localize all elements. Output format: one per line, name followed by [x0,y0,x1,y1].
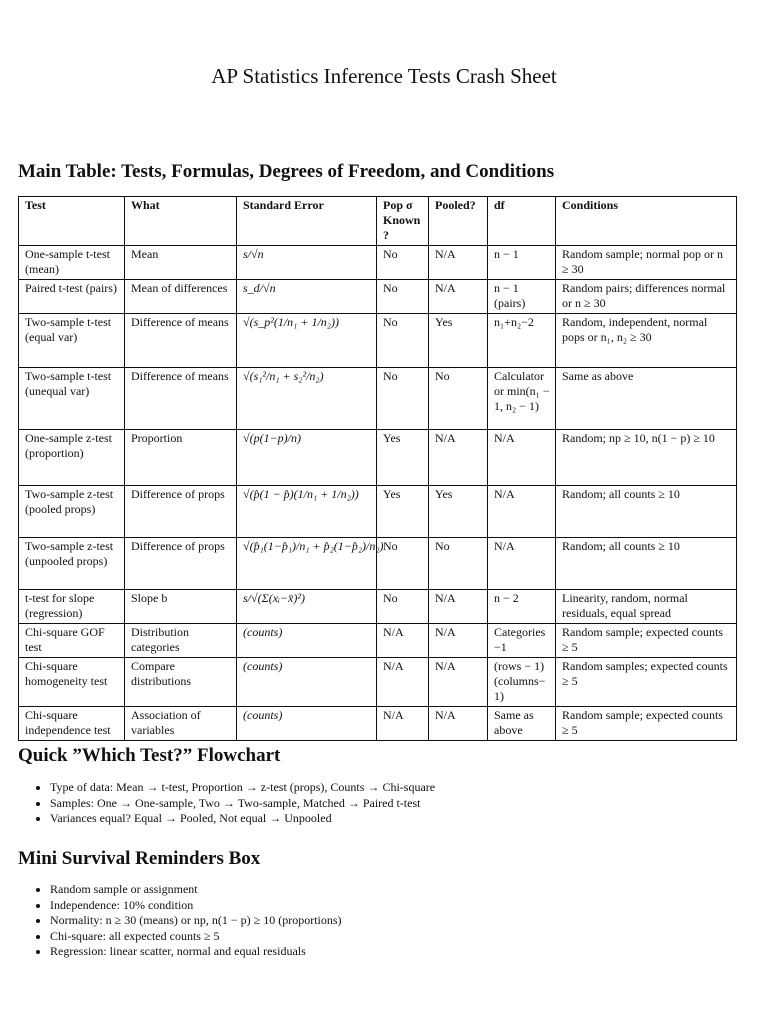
standard-error-cell: √(s_p²(1/n₁ + 1/n₂)) [237,314,377,368]
what-cell: Mean of differences [125,280,237,314]
df-cell: n₁+n₂−2 [488,314,556,368]
standard-error-cell: √(s₁²/n₁ + s₂²/n₂) [237,368,377,430]
pooled-cell: No [429,368,488,430]
pop-sigma-known-cell: No [377,280,429,314]
pop-sigma-known-cell: No [377,538,429,590]
table-row [19,430,737,486]
test-name-cell: Chi-square homogeneity test [19,658,125,707]
pooled-cell: Yes [429,314,488,368]
df-cell: n − 1 [488,246,556,280]
conditions-cell: Random; all counts ≥ 10 [556,486,737,538]
standard-error-cell: √(p(1−p)/n) [237,430,377,486]
list-item: • Chi-square: all expected counts ≥ 5 [50,929,342,945]
conditions-cell: Random; all counts ≥ 10 [556,538,737,590]
pop-sigma-known-cell: Yes [377,430,429,486]
standard-error-cell: (counts) [237,624,377,658]
test-name-cell: Two-sample t-test (unequal var) [19,368,125,430]
table-row [19,538,737,590]
what-cell: Difference of means [125,368,237,430]
df-cell: Same as above [488,707,556,741]
df-cell: (rows − 1)(columns−1) [488,658,556,707]
list-item: • Variances equal? Equal → Pooled, Not equal → Unpooled [50,811,435,827]
standard-error-cell: s_d/√n [237,280,377,314]
table-row [19,658,737,707]
table-row [19,314,737,368]
df-cell: N/A [488,430,556,486]
table-row [19,280,737,314]
conditions-cell: Random, independent, normal pops or n₁, n₂ ≥ 30 [556,314,737,368]
column-header: df [488,197,556,246]
list-item: • Regression: linear scatter, normal and equal residuals [50,944,342,960]
main-table-heading: Main Table: Tests, Formulas, Degrees of Freedom, and Conditions [18,161,555,182]
pop-sigma-known-cell: No [377,246,429,280]
conditions-cell: Random; np ≥ 10, n(1 − p) ≥ 10 [556,430,737,486]
column-header: Test [19,197,125,246]
column-header: Pooled? [429,197,488,246]
test-name-cell: Two-sample z-test (unpooled props) [19,538,125,590]
standard-error-cell: (counts) [237,707,377,741]
pooled-cell: N/A [429,246,488,280]
standard-error-cell: s/√n [237,246,377,280]
test-name-cell: Paired t-test (pairs) [19,280,125,314]
conditions-cell: Random pairs; differences normal or n ≥ 30 [556,280,737,314]
conditions-cell: Linearity, random, normal residuals, equal spread [556,590,737,624]
list-item: • Independence: 10% condition [50,898,342,914]
list-item: • Random sample or assignment [50,882,342,898]
pop-sigma-known-cell: N/A [377,658,429,707]
list-item: • Normality: n ≥ 30 (means) or np, n(1 − p) ≥ 10 (proportions) [50,913,342,929]
conditions-cell: Random sample; expected counts ≥ 5 [556,707,737,741]
standard-error-cell: (counts) [237,658,377,707]
test-name-cell: One-sample z-test (proportion) [19,430,125,486]
table-row [19,368,737,430]
conditions-cell: Same as above [556,368,737,430]
pooled-cell: N/A [429,707,488,741]
pooled-cell: N/A [429,658,488,707]
pop-sigma-known-cell: N/A [377,707,429,741]
what-cell: Slope b [125,590,237,624]
pop-sigma-known-cell: No [377,314,429,368]
standard-error-cell: √(p̂₁(1−p̂₁)/n₁ + p̂₂(1−p̂₂)/n₂) [237,538,377,590]
standard-error-cell: s/√(Σ(xᵢ−x̄)²) [237,590,377,624]
conditions-cell: Random samples; expected counts ≥ 5 [556,658,737,707]
pop-sigma-known-cell: N/A [377,624,429,658]
what-cell: Difference of means [125,314,237,368]
document-title: AP Statistics Inference Tests Crash Sheet [211,64,557,88]
test-name-cell: Chi-square GOF test [19,624,125,658]
test-name-cell: One-sample t-test (mean) [19,246,125,280]
table-row [19,624,737,658]
df-cell: n − 2 [488,590,556,624]
what-cell: Association of variables [125,707,237,741]
pooled-cell: N/A [429,430,488,486]
standard-error-cell: √(p̂(1 − p̂)(1/n₁ + 1/n₂)) [237,486,377,538]
table-row [19,707,737,741]
column-header: Standard Error [237,197,377,246]
df-cell: Calculator or min(n₁ − 1, n₂ − 1) [488,368,556,430]
pooled-cell: N/A [429,624,488,658]
df-cell: N/A [488,486,556,538]
pop-sigma-known-cell: No [377,590,429,624]
column-header: What [125,197,237,246]
column-header: Pop σ Known? [377,197,429,246]
reminders-list [30,882,342,960]
conditions-cell: Random sample; expected counts ≥ 5 [556,624,737,658]
flowchart-heading: Quick ”Which Test?” Flowchart [18,745,281,766]
what-cell: Distribution categories [125,624,237,658]
flowchart-list [30,780,435,827]
list-item: • Samples: One → One-sample, Two → Two-sample, Matched → Paired t-test [50,796,435,812]
pooled-cell: Yes [429,486,488,538]
pooled-cell: N/A [429,590,488,624]
table-row [19,590,737,624]
column-header: Conditions [556,197,737,246]
df-cell: N/A [488,538,556,590]
pooled-cell: No [429,538,488,590]
test-name-cell: Two-sample t-test (equal var) [19,314,125,368]
what-cell: Difference of props [125,486,237,538]
test-name-cell: Two-sample z-test (pooled props) [19,486,125,538]
table-header-row [19,197,737,246]
pop-sigma-known-cell: No [377,368,429,430]
what-cell: Mean [125,246,237,280]
pop-sigma-known-cell: Yes [377,486,429,538]
what-cell: Difference of props [125,538,237,590]
df-cell: n − 1 (pairs) [488,280,556,314]
pooled-cell: N/A [429,280,488,314]
reminders-heading: Mini Survival Reminders Box [18,848,261,869]
list-item: • Type of data: Mean → t-test, Proportion → z-test (props), Counts → Chi-square [50,780,435,796]
test-name-cell: Chi-square independence test [19,707,125,741]
what-cell: Proportion [125,430,237,486]
table-row [19,486,737,538]
what-cell: Compare distributions [125,658,237,707]
tests-table [18,196,737,741]
conditions-cell: Random sample; normal pop or n ≥ 30 [556,246,737,280]
table-row [19,246,737,280]
df-cell: Categories −1 [488,624,556,658]
test-name-cell: t-test for slope (regression) [19,590,125,624]
